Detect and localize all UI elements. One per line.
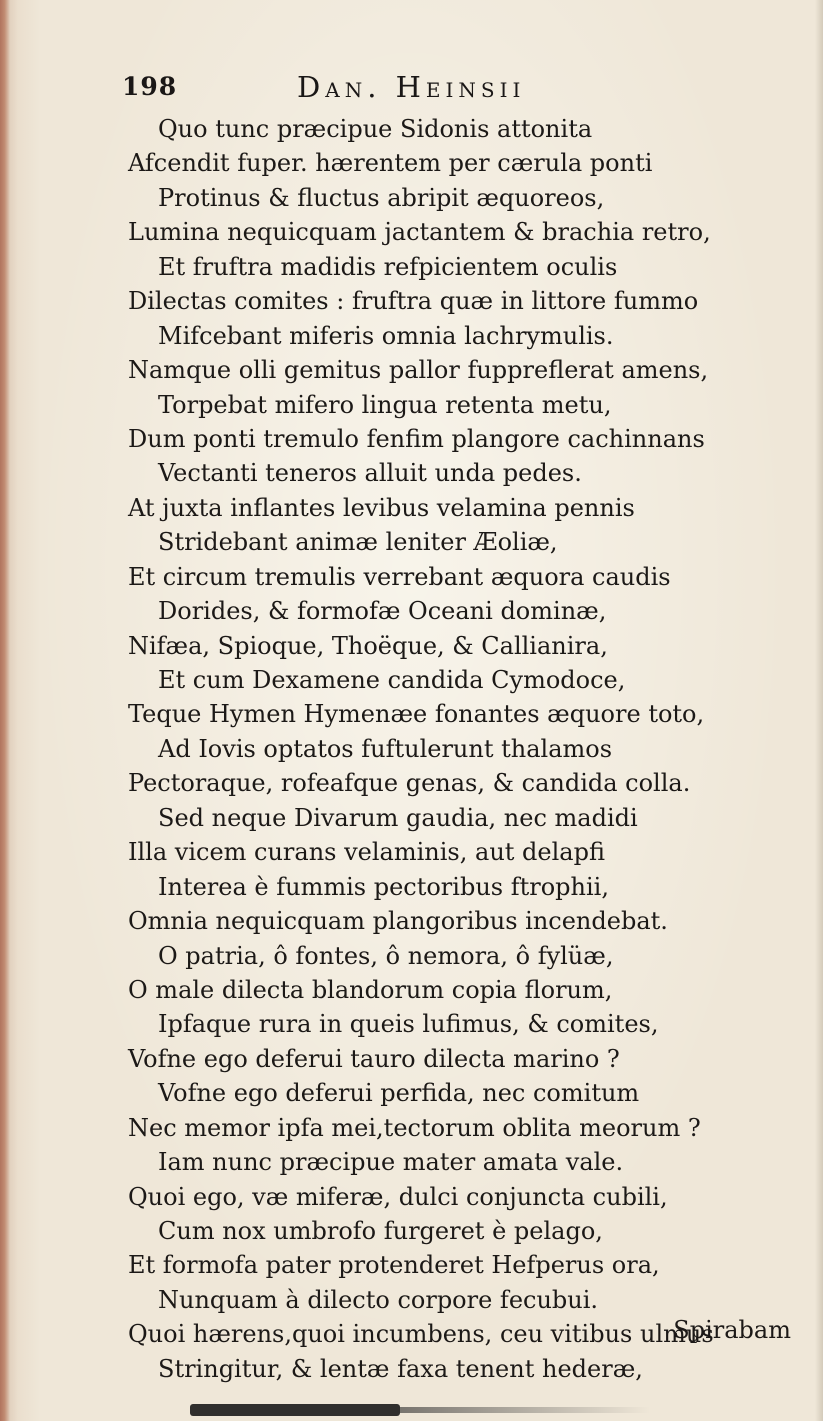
verse-line: Interea è fummis pectoribus ftrophii,	[158, 872, 609, 901]
verse-line: Mifcebant miferis omnia lachrymulis.	[158, 321, 614, 350]
verse-line: At juxta inflantes levibus velamina pennis	[128, 493, 635, 522]
verse-line: Protinus & fluctus abripit æquoreos,	[158, 183, 605, 212]
verse-line: Nifæa, Spioque, Thoëque, & Callianira,	[128, 631, 608, 660]
verse-line: Vofne ego deferui perfida, nec comitum	[158, 1079, 640, 1108]
catchword: Spirabam	[673, 1316, 791, 1344]
verse-line: Et cum Dexamene candida Cymodoce,	[158, 666, 626, 694]
verse-line: Quoi ego, væ miferæ, dulci conjuncta cubili,	[128, 1182, 668, 1211]
verse-line: Omnia nequicquam plangoribus incendebat.	[128, 907, 668, 936]
verse-line: Afcendit fuper. hærentem per cærula ponti	[128, 149, 653, 178]
verse-line: Vectanti teneros alluit unda pedes.	[158, 459, 582, 488]
page-number: 198	[122, 72, 178, 101]
verse-line: Pectoraque, rofeafque genas, & candida colla.	[128, 769, 691, 798]
verse-line: Lumina nequicquam jactantem & brachia retro,	[128, 218, 711, 247]
verse-line: Sed neque Divarum gaudia, nec madidi	[158, 803, 638, 832]
verse-line: Dilectas comites : fruftra quæ in littore fummo	[128, 287, 699, 316]
verse-line: Dorides, & formofæ Oceani dominæ,	[158, 597, 607, 626]
verse-line: Nunquam à dilecto corpore fecubui.	[158, 1285, 599, 1314]
verse-line: Stridebant animæ leniter Æoliæ,	[158, 528, 558, 557]
verse-line: Cum nox umbrofo furgeret è pelago,	[158, 1217, 603, 1245]
verse-line: Et formofa pater protenderet Hefperus ora,	[128, 1251, 660, 1280]
verse-line: Stringitur, & lentæ faxa tenent hederæ,	[158, 1354, 643, 1383]
running-head: Dan. Heinsii	[297, 70, 526, 104]
verse-line: Et circum tremulis verrebant æquora caudis	[128, 562, 671, 591]
verse-line: Torpebat mifero lingua retenta metu,	[158, 390, 612, 419]
page-header	[122, 72, 682, 112]
verse-line: Namque olli gemitus pallor fuppreflerat amens,	[128, 356, 709, 385]
verse-line: Nec memor ipfa mei,tectorum oblita meorum ?	[128, 1113, 701, 1142]
verse-line: Illa vicem curans velaminis, aut delapfi	[128, 838, 605, 867]
verse-line: Ad Iovis optatos fuftulerunt thalamos	[158, 734, 613, 763]
gutter-shadow-fade	[400, 1407, 650, 1413]
verse-line: Ipfaque rura in queis lufimus, & comites,	[158, 1010, 659, 1039]
verse-line: Quoi hærens,quoi incumbens, ceu vitibus ulmus	[128, 1320, 714, 1349]
verse-line: Dum ponti tremulo fenfim plangore cachinnans	[128, 424, 705, 453]
verse-line: Vofne ego deferui tauro dilecta marino ?	[128, 1044, 620, 1073]
verse-line: Quo tunc præcipue Sidonis attonita	[158, 115, 593, 143]
verse-line: O patria, ô fontes, ô nemora, ô fylüæ,	[158, 941, 614, 970]
gutter-shadow	[190, 1404, 400, 1416]
verse-line: O male dilecta blandorum copia florum,	[128, 975, 613, 1004]
verse-line: Et fruftra madidis refpicientem oculis	[158, 252, 618, 281]
verse-line: Teque Hymen Hymenæe fonantes æquore toto,	[128, 700, 705, 729]
verse-block	[0, 112, 823, 1386]
verse-line: Iam nunc præcipue mater amata vale.	[158, 1148, 624, 1177]
